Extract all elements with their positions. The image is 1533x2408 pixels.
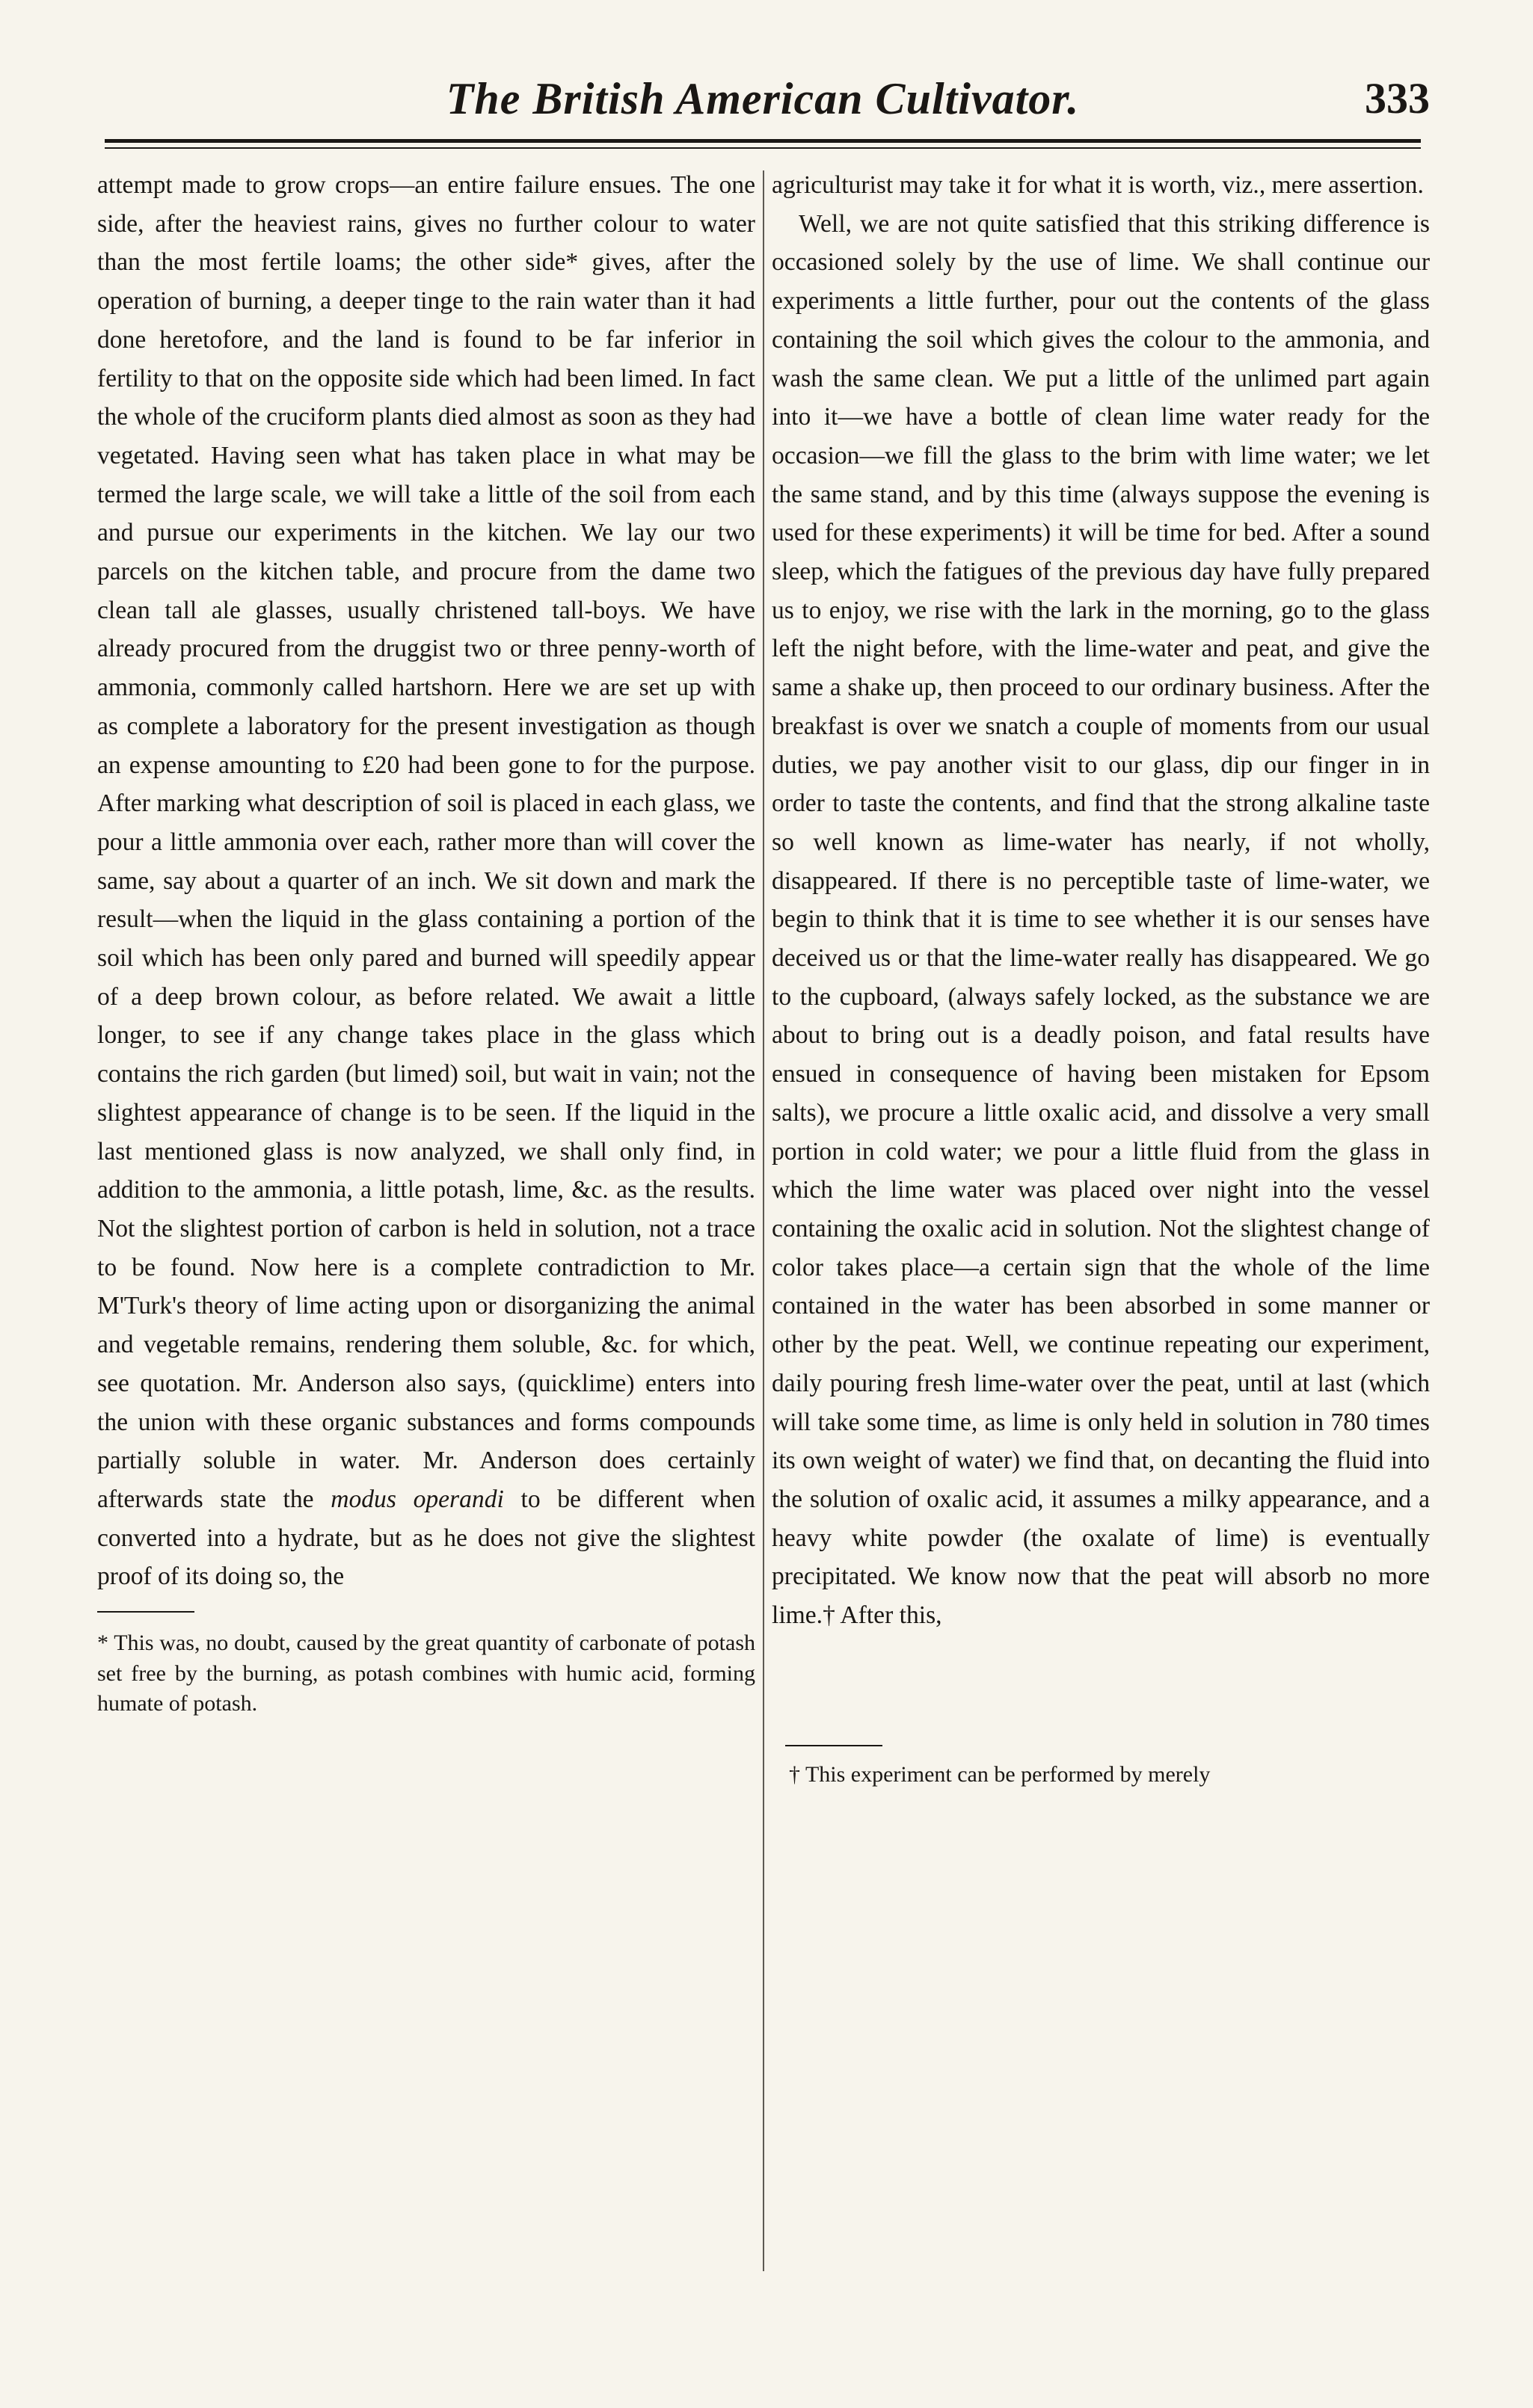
- left-p1-end: to be different when converted into a hydrate, but as he does not give the slightest proof of its doing so, the: [97, 1485, 755, 1591]
- right-footnote-text: † This experiment can be performed by merely: [789, 1762, 1211, 1787]
- right-footnote-rule: [785, 1745, 882, 1746]
- left-paragraph: [97, 166, 755, 1596]
- left-footnote-text: * This was, no doubt, caused by the great quantity of carbonate of potash set free by the burning, as potash combines with humic acid, forming humate of potash.: [97, 1631, 755, 1716]
- right-paragraph-2: Well, we are not quite satisfied that this striking difference is occasioned solely by the use of lime. We shall continue our experiments a little further, pour out the contents of the glass containing the soil which gives the colour to the ammonia, and wash the same clean. We put a little of the unlimed part again into it—we have a bottle of clean lime water ready for the occasion—we fill the glass to the brim with lime water; we let the same stand, and by this time (always suppose the evening is used for these experiments) it will be time for bed. After a sound sleep, which the fatigues of the previous day have fully prepared us to enjoy, we rise with the lark in the morning, go to the glass left the night before, with the lime-water and peat, and give the same a shake up, then proceed to our ordinary business. After the breakfast is over we snatch a couple of moments from our usual duties, we pay another visit to our glass, dip our finger in in order to taste the contents, and find that the strong alkaline taste so well known as lime-water has nearly, if not wholly, disappeared. If there is no perceptible taste of lime-water, we begin to think that it is time to see whether it is our senses have deceived us or that the lime-water really has disappeared. We go to the cupboard, (always safely locked, as the substance we are about to bring out is a deadly poison, and fatal results have ensued in consequence of having been mistaken for Epsom salts), we procure a little oxalic acid, and dissolve a very small portion in cold water; we pour a little fluid from the glass in which the lime water was placed over night into the vessel containing the oxalic acid in solution. Not the slightest change of color takes place—a certain sign that the whole of the lime contained in the water has been absorbed in some manner or other by the peat. Well, we continue repeating our experiment, daily pouring fresh lime-water over the peat, until at last (which will take some time, as lime is only held in solution in 780 times its own weight of water) we find that, on decanting the fluid into the solution of oxalic acid, it assumes a milky appearance, and a heavy white powder (the oxalate of lime) is eventually precipitated. We know now that the peat will absorb no more lime.† After this,: [772, 209, 1430, 1630]
- left-column: [97, 166, 755, 1596]
- right-paragraph-1: agriculturist may take it for what it is worth, viz., mere assertion.: [772, 171, 1424, 199]
- left-p1-after-mark: gives, after the operation of burning, a deeper tinge to the rain water than it had done heretofore, and the land is found to be far inferior in fertility to that on the opposite side which had been limed. In fact the whole of the cruciform plants died almost as soon as they had vegetated. Having seen what has taken place in what may be termed the large scale, we will take a little of the soil from each and pursue our experiments in the kitchen. We lay our two parcels on the kitchen table, and procure from the dame two clean tall ale glasses, usually christened tall-boys. We have already procured from the druggist two or three penny-worth of ammonia, commonly called hartshorn. Here we are set up with as complete a laboratory for the present investigation as though an expense amounting to £20 had been gone to for the purpose. After marking what description of soil is placed in each glass, we pour a little ammonia over each, rather more than will cover the same, say about a quarter of an inch. We sit down and mark the result—when the liquid in the glass containing a portion of the soil which has been only pared and burned will speedily appear of a deep brown colour, as before related. We await a little longer, to see if any change takes place in the glass which contains the rich garden (but limed) soil, but wait in vain; not the slightest appearance of change is to be seen. If the liquid in the last mentioned glass is now analyzed, we shall only find, in addition to the ammonia, a little potash, lime, &c. as the results. Not the slightest portion of carbon is held in solution, not a trace to be found. Now here is a complete contradiction to Mr. M'Turk's theory of lime acting upon or disorganizing the animal and vegetable remains, rendering them soluble, &c. for which, see quotation. Mr. Anderson also says, (quicklime) enters into the union with these organic substances and forms compounds partially soluble in water. Mr. Anderson does certainly afterwards state the: [97, 248, 755, 1513]
- page-number: 333: [1365, 74, 1430, 123]
- left-footnote-rule: [97, 1611, 194, 1613]
- footnote-reference-asterisk: *: [565, 248, 579, 277]
- right-column: [772, 166, 1430, 1635]
- header-rule-thick: [105, 139, 1421, 143]
- column-divider: [763, 170, 764, 2271]
- header-rule-thin: [105, 147, 1421, 149]
- left-p1-italic-phrase: modus operandi: [331, 1485, 504, 1513]
- right-footnote: [789, 1760, 1432, 1790]
- running-title: The British American Cultivator.: [446, 74, 1080, 123]
- left-footnote: [97, 1628, 755, 1719]
- page-header: [90, 73, 1436, 141]
- left-p1-before-mark: attempt made to grow crops—an entire failure ensues. The one side, after the heaviest rains, gives no further colour to water than the most fertile loams; the other side: [97, 171, 755, 277]
